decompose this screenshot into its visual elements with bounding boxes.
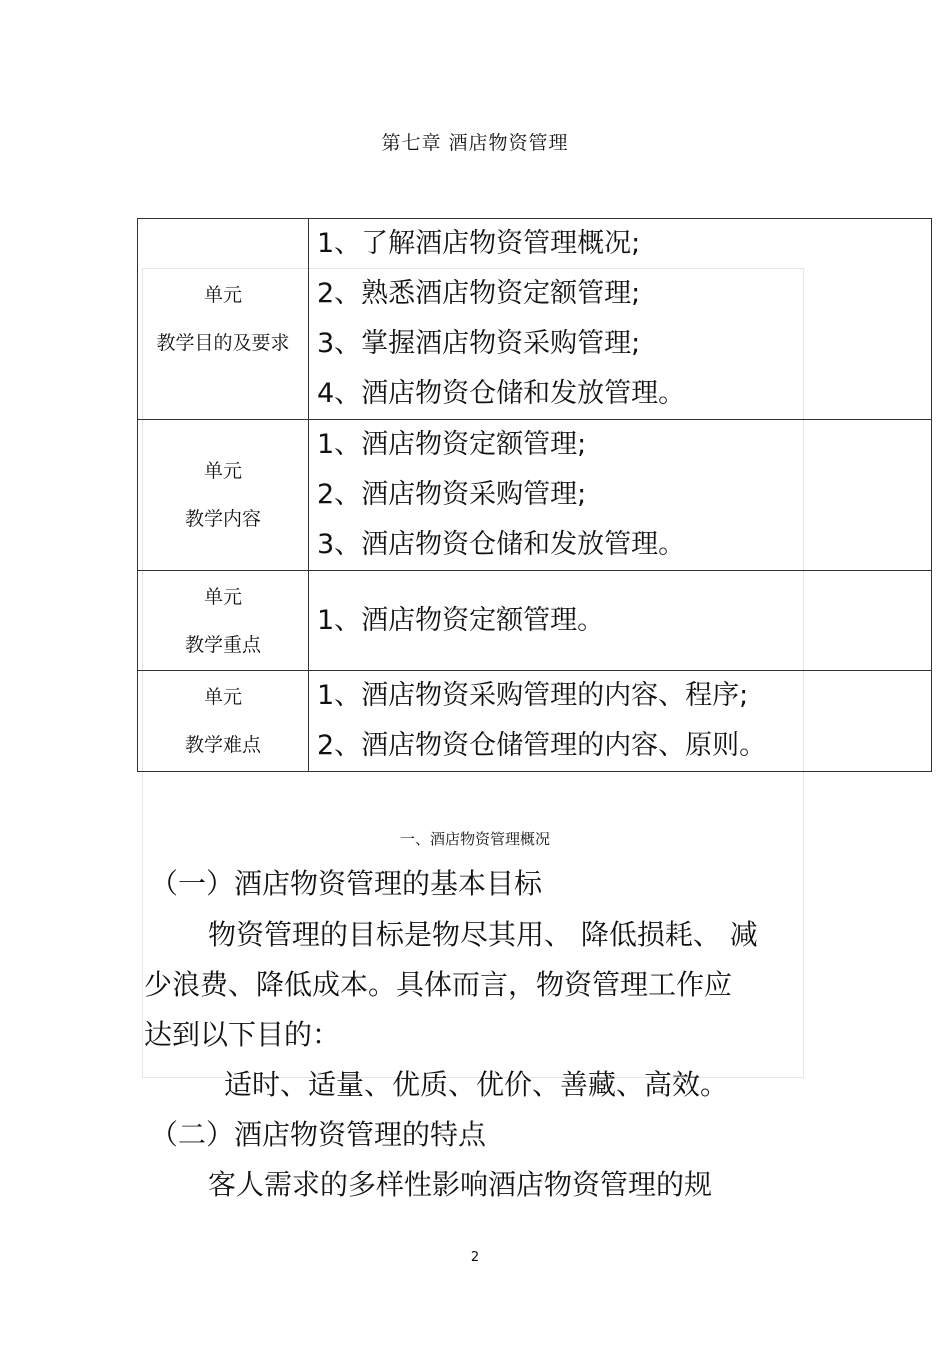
table-row [138, 671, 932, 772]
row-label-content [138, 420, 309, 571]
paragraph-line: 客人需求的多样性影响酒店物资管理的规 [208, 1168, 713, 1201]
row-label-difficulties [138, 671, 309, 772]
list-item: 4、酒店物资仓储和发放管理。 [317, 378, 686, 409]
list-item: 2、熟悉酒店物资定额管理; [317, 278, 641, 309]
label-line: 教学目的及要求 [156, 332, 290, 354]
row-label-goals [138, 219, 309, 420]
list-item: 2、酒店物资采购管理; [317, 479, 587, 510]
table-row [138, 571, 932, 671]
table-row [138, 420, 932, 571]
label-line: 教学难点 [184, 734, 261, 756]
list-item: 2、酒店物资仓储管理的内容、原则。 [317, 730, 767, 761]
paragraph-line: 物资管理的目标是物尽其用、 降低损耗、 减 [208, 918, 758, 951]
row-content-goals [309, 219, 932, 420]
list-item: 3、酒店物资仓储和发放管理。 [317, 529, 686, 560]
table-row [138, 219, 932, 420]
section-heading: 一、酒店物资管理概况 [399, 830, 550, 848]
label-line: 单元 [203, 585, 242, 608]
row-content-difficulties [309, 671, 932, 772]
label-line: 单元 [203, 284, 242, 306]
list-item: 3、掌握酒店物资采购管理; [317, 328, 641, 359]
list-item: 1、酒店物资定额管理。 [317, 604, 605, 636]
list-item: 1、酒店物资采购管理的内容、程序; [317, 680, 749, 711]
row-content-key-points [309, 571, 932, 671]
paragraph-line: 少浪费、降低成本。具体而言，物资管理工作应 [144, 968, 733, 1001]
subsection-heading-goals: （一）酒店物资管理的基本目标 [150, 867, 543, 900]
label-line: 教学重点 [184, 633, 261, 656]
list-item: 1、酒店物资定额管理; [317, 429, 587, 460]
goals-line: 适时、适量、优质、优价、善藏、高效。 [224, 1068, 729, 1101]
row-content-content [309, 420, 932, 571]
unit-info-table [137, 218, 932, 772]
page-number: 2 [470, 1250, 480, 1265]
row-label-key-points [138, 571, 309, 671]
label-line: 教学内容 [184, 508, 261, 530]
label-line: 单元 [203, 460, 242, 482]
chapter-title: 第七章 酒店物资管理 [381, 132, 569, 154]
subsection-heading-features: （二）酒店物资管理的特点 [150, 1118, 487, 1151]
label-line: 单元 [203, 686, 242, 708]
paragraph-line: 达到以下目的： [144, 1018, 341, 1051]
list-item: 1、了解酒店物资管理概况; [317, 228, 641, 259]
